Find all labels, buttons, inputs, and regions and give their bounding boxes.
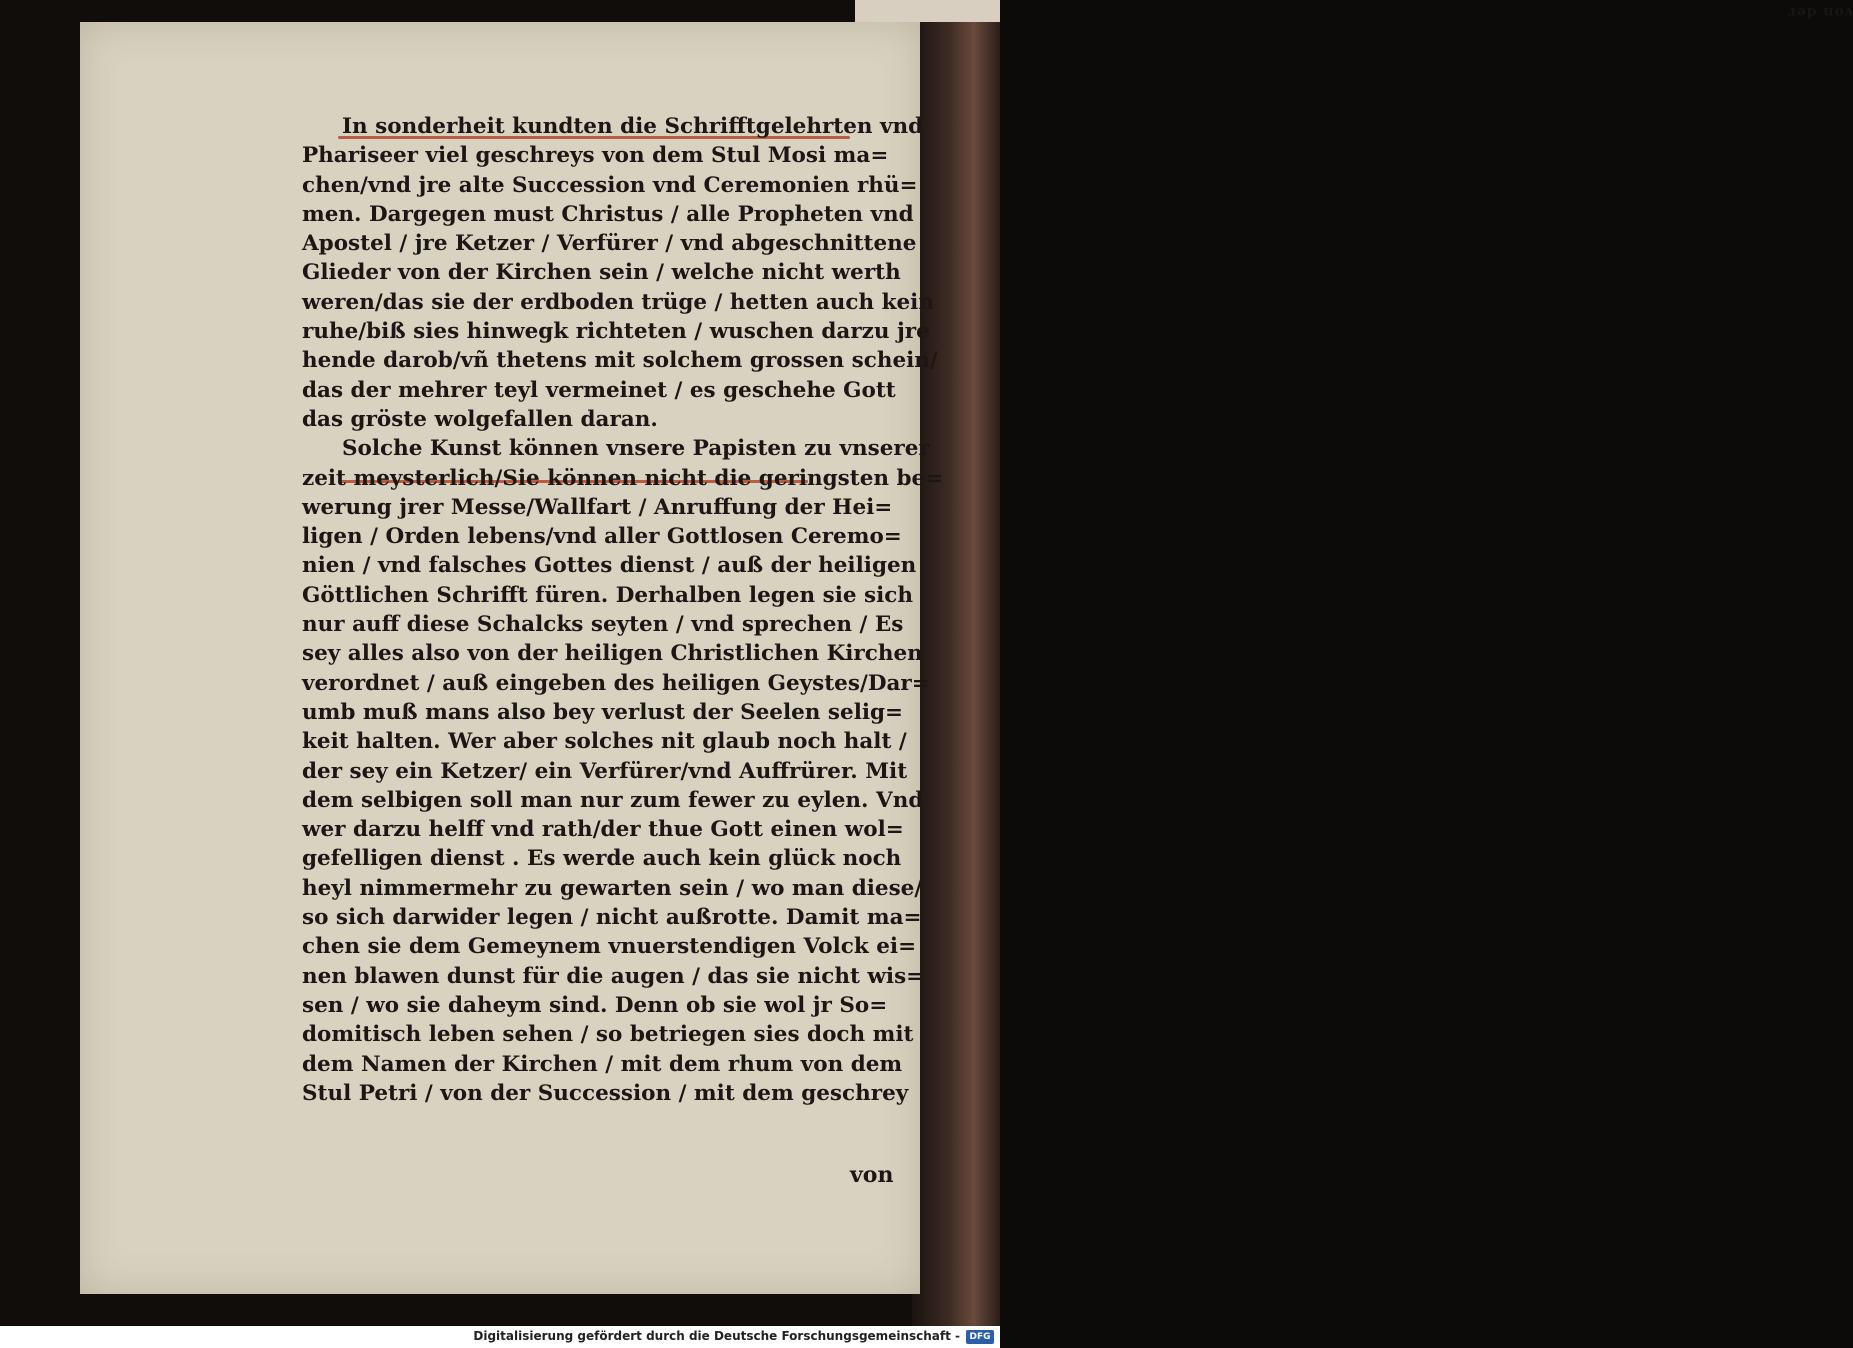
paragraph-1 xyxy=(302,112,938,434)
text-line: ruhe/biß sies hinwegk richteten / wuschen darzu jre xyxy=(302,319,930,345)
funding-credit: Digitalisierung gefördert durch die Deutsche Forschungsgemeinschaft - xyxy=(473,1329,960,1343)
text-line: der sey ein Ketzer/ ein Verfürer/vnd Auffrürer. Mit xyxy=(302,758,908,784)
text-line: domitisch leben sehen / so betriegen sies doch mit xyxy=(302,1022,914,1048)
text-line: Apostel / jre Ketzer / Verfürer / vnd abgeschnittene xyxy=(302,231,917,257)
catchword: von xyxy=(850,1162,894,1188)
text-line: das der mehrer teyl vermeinet / es geschehe Gott xyxy=(302,377,896,403)
text-line: hende darob/vñ thetens mit solchem grossen schein/ xyxy=(302,348,938,374)
text-line: In sonderheit kundten die Schrifftgelehrten vnd xyxy=(342,114,924,139)
page-edge-top xyxy=(855,0,1853,22)
text-line: chen sie dem Gemeynem vnuerstendigen Volck ei= xyxy=(302,934,917,960)
text-line: verordnet / auß eingeben des heiligen Geystes/Dar= xyxy=(302,670,930,696)
text-line: sey alles also von der heiligen Christlichen Kirchen xyxy=(302,641,923,667)
text-line: Stul Petri / von der Succession / mit dem geschrey xyxy=(302,1080,909,1106)
text-line: Glieder von der Kirchen sein / welche nicht werth xyxy=(302,260,901,286)
footer-bar xyxy=(0,1326,1000,1348)
text-line: weren/das sie der erdboden trüge / hetten auch kein xyxy=(302,289,934,315)
text-line: Phariseer viel geschreys von dem Stul Mosi ma= xyxy=(302,143,889,169)
text-line: werung jrer Messe/Wallfart / Anruffung der Hei= xyxy=(302,494,893,520)
text-line: nur auff diese Schalcks seyten / vnd sprechen / Es xyxy=(302,612,904,638)
text-line: ligen / Orden lebens/vnd aller Gottlosen Ceremo= xyxy=(302,524,902,550)
paragraph-2 xyxy=(302,434,944,1108)
text-line: chen/vnd jre alte Succession vnd Ceremonien rhü= xyxy=(302,172,918,198)
body-text xyxy=(302,112,944,1108)
text-line: so sich darwider legen / nicht außrotte. Damit ma= xyxy=(302,905,922,931)
text-line: Göttlichen Schrifft füren. Derhalben legen sie sich xyxy=(302,582,914,608)
page-edge-text: von der xyxy=(1787,4,1853,20)
text-line: das gröste wolgefallen daran. xyxy=(302,406,658,432)
text-line: zeit meysterlich/Sie können nicht die geringsten be= xyxy=(302,465,944,491)
text-line: keit halten. Wer aber solches nit glaub noch halt / xyxy=(302,729,907,755)
text-line: men. Dargegen must Christus / alle Propheten vnd xyxy=(302,201,914,227)
text-line: gefelligen dienst . Es werde auch kein glück noch xyxy=(302,846,902,872)
text-line: nen blawen dunst für die augen / das sie nicht wis= xyxy=(302,963,925,989)
text-line: heyl nimmermehr zu gewarten sein / wo man diese/ xyxy=(302,875,923,901)
text-line: umb muß mans also bey verlust der Seelen selig= xyxy=(302,699,904,725)
text-line: dem selbigen soll man nur zum fewer zu eylen. Vnd xyxy=(302,787,924,813)
text-line: Solche Kunst können vnsere Papisten zu vnserer xyxy=(342,436,930,462)
text-line: dem Namen der Kirchen / mit dem rhum von dem xyxy=(302,1051,903,1077)
text-line: sen / wo sie daheym sind. Denn ob sie wol jr So= xyxy=(302,992,888,1018)
dfg-logo: DFG xyxy=(966,1330,994,1344)
text-line: nien / vnd falsches Gottes dienst / auß der heiligen xyxy=(302,553,917,579)
text-line: wer darzu helff vnd rath/der thue Gott einen wol= xyxy=(302,817,904,843)
